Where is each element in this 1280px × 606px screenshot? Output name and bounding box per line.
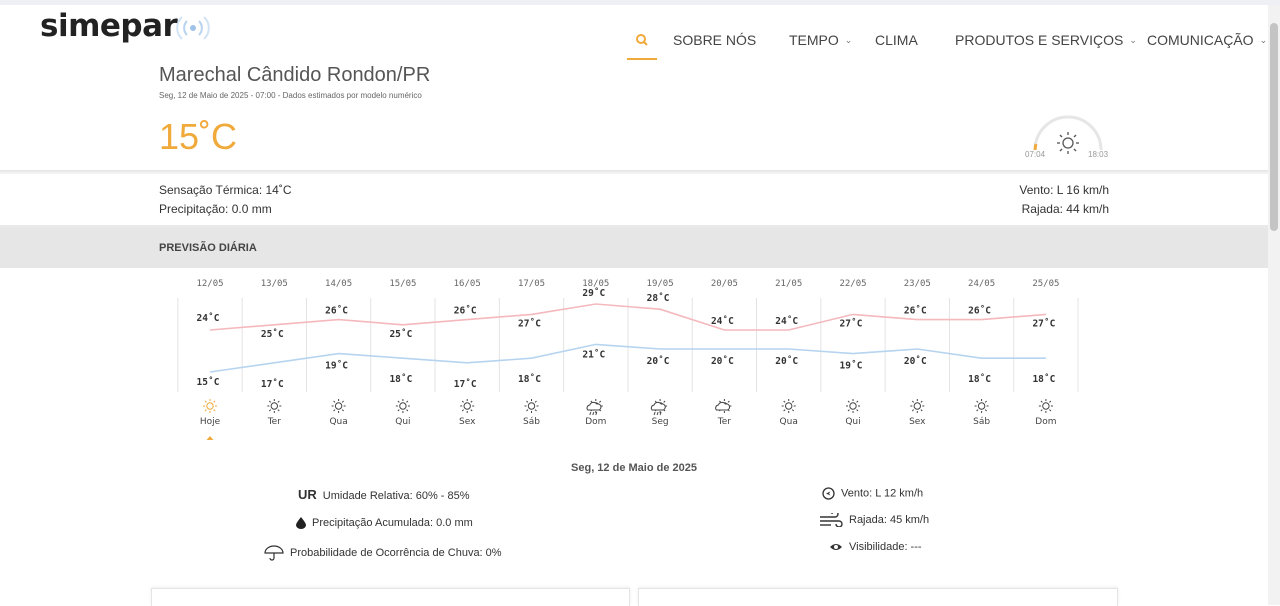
sun-icon	[975, 399, 989, 413]
search-icon	[627, 24, 657, 58]
max-temp-label: 29˚C	[582, 288, 606, 299]
day-name: Sáb	[973, 417, 991, 427]
forecast-title: PREVISÃO DIÁRIA	[159, 242, 257, 254]
day-date: 18/05	[582, 279, 610, 289]
min-temp-label: 20˚C	[646, 356, 670, 367]
min-temp-label: 17˚C	[260, 378, 284, 390]
chevron-down-icon: ⌄	[1129, 35, 1137, 45]
max-temp-label: 26˚C	[903, 305, 927, 317]
day-name: Qui	[845, 417, 861, 427]
nav-tempo[interactable]: TEMPO ⌄	[789, 32, 853, 48]
min-temp-label: 20˚C	[903, 356, 927, 367]
sun-icon	[203, 399, 217, 413]
min-temp-label: 17˚C	[453, 378, 477, 390]
min-temp-label: 18˚C	[389, 374, 413, 386]
accum-precip-text: Precipitação Acumulada: 0.0 mm	[312, 517, 473, 529]
partly-cloudy-icon	[716, 399, 732, 413]
day-date: 21/05	[775, 279, 803, 289]
max-temp-label: 28˚C	[646, 293, 670, 305]
nav-sobre-nos[interactable]: SOBRE NÓS	[673, 32, 757, 48]
min-temp-label: 21˚C	[582, 349, 606, 361]
umbrella-icon	[264, 545, 284, 561]
min-temp-label: 19˚C	[325, 360, 349, 372]
min-temp-label: 15˚C	[196, 377, 220, 388]
sun-icon	[1057, 132, 1079, 154]
day-name: Dom	[585, 417, 607, 427]
max-temp-label: 25˚C	[260, 328, 284, 340]
max-temp-label: 27˚C	[839, 318, 863, 330]
eye-icon	[829, 542, 843, 552]
day-name: Qua	[779, 417, 798, 427]
scrollbar[interactable]	[1268, 5, 1280, 605]
sun-cloud-rain-icon	[587, 399, 603, 415]
sunset-time: 18:03	[1088, 150, 1109, 159]
radar-waves-icon	[176, 12, 210, 44]
current-subtitle: Seg, 12 de Maio de 2025 - 07:00 - Dados estimados por modelo numérico	[159, 91, 422, 100]
accum-precip-row	[296, 517, 473, 529]
day-name: Qui	[395, 417, 411, 427]
info-card-left	[151, 588, 630, 606]
visibility-text: Visibilidade: ---	[849, 541, 922, 553]
raindrop-icon	[296, 517, 306, 529]
nav-produtos-servicos[interactable]: PRODUTOS E SERVIÇOS ⌄	[955, 32, 1137, 48]
min-temp-label: 18˚C	[968, 374, 992, 386]
precipitation: Precipitação: 0.0 mm	[159, 202, 272, 216]
max-temp-label: 24˚C	[775, 316, 799, 327]
sun-icon	[782, 399, 796, 413]
day-name: Sex	[909, 417, 926, 427]
feels-like: Sensação Térmica: 14˚C	[159, 183, 292, 197]
min-temp-label: 18˚C	[1032, 374, 1056, 386]
wind-speed: Vento: L 16 km/h	[1019, 183, 1109, 197]
detail-date: Seg, 12 de Maio de 2025	[571, 462, 697, 474]
wind-gust-icon	[819, 513, 843, 527]
rain-prob-text: Probabilidade de Ocorrência de Chuva: 0%	[290, 546, 502, 559]
simepar-logo[interactable]: simepar	[40, 8, 178, 44]
max-temp-label: 27˚C	[1032, 318, 1056, 330]
day-name: Seg	[651, 417, 669, 427]
day-name: Dom	[1035, 417, 1057, 427]
sun-icon	[846, 399, 860, 413]
sun-icon	[910, 399, 924, 413]
search-button[interactable]	[627, 24, 657, 60]
sun-icon	[396, 399, 410, 413]
day-date: 25/05	[1032, 279, 1060, 289]
day-name: Sáb	[523, 417, 540, 427]
city-name: Marechal Cândido Rondon/PR	[159, 64, 431, 86]
max-temp-label: 27˚C	[518, 318, 541, 330]
day-date: 12/05	[196, 279, 224, 289]
day-date: 15/05	[389, 279, 417, 289]
max-temp-label: 26˚C	[968, 305, 992, 317]
detail-wind-text: Vento: L 12 km/h	[841, 487, 924, 500]
day-date: 20/05	[710, 279, 738, 289]
nav-clima[interactable]: CLIMA	[875, 32, 918, 48]
day-date: 16/05	[453, 279, 481, 289]
sun-icon	[525, 399, 539, 413]
chevron-down-icon: ⌄	[844, 35, 853, 45]
divider	[0, 170, 1280, 174]
max-temp-label: 24˚C	[710, 316, 734, 327]
max-temp-label: 24˚C	[196, 313, 220, 324]
top-border	[0, 0, 1280, 5]
day-name: Sex	[458, 417, 476, 427]
wind-gust: Rajada: 44 km/h	[1021, 202, 1109, 216]
day-date: 22/05	[839, 279, 867, 289]
nav-comunicacao[interactable]: COMUNICAÇÃO ⌄	[1147, 32, 1268, 48]
day-date: 19/05	[646, 279, 674, 289]
sun-icon	[332, 399, 346, 413]
day-name: Hoje	[199, 417, 221, 427]
info-card-right	[638, 588, 1118, 606]
humidity-text: Umidade Relativa: 60% - 85%	[322, 490, 470, 502]
sunrise-time: 07:04	[1025, 150, 1046, 159]
day-name: Ter	[717, 417, 732, 427]
day-date: 17/05	[517, 279, 546, 289]
day-name: Qua	[329, 417, 348, 427]
min-temp-label: 18˚C	[518, 374, 541, 386]
detail-wind-row	[822, 487, 923, 500]
max-temp-label: 26˚C	[453, 305, 477, 317]
compass-icon	[822, 487, 835, 500]
rain-prob-row	[264, 545, 502, 561]
sun-cloud-rain-icon	[651, 399, 667, 415]
sun-icon	[460, 399, 474, 413]
day-date: 23/05	[903, 279, 931, 289]
humidity-abbr: UR	[298, 487, 317, 502]
detail-gust-row	[819, 513, 929, 527]
sun-icon	[1039, 399, 1053, 413]
max-temp-label: 26˚C	[325, 305, 349, 317]
detail-gust-text: Rajada: 45 km/h	[849, 513, 930, 526]
sun-icon	[267, 399, 281, 413]
day-date: 24/05	[968, 279, 996, 289]
daily-forecast-chart	[0, 270, 1280, 440]
min-temp-label: 20˚C	[710, 356, 734, 367]
min-temp-label: 19˚C	[839, 360, 863, 372]
visibility-row	[829, 541, 922, 553]
day-date: 13/05	[260, 279, 288, 289]
day-date: 14/05	[325, 279, 353, 289]
min-temp-label: 20˚C	[775, 356, 799, 367]
chevron-down-icon: ⌄	[1259, 35, 1268, 45]
max-temp-label: 25˚C	[389, 328, 413, 340]
selected-day-indicator	[204, 436, 216, 440]
current-temperature: 15˚C	[159, 116, 238, 157]
scrollbar-thumb[interactable]	[1270, 23, 1278, 231]
day-name: Ter	[267, 417, 281, 427]
humidity-row	[298, 487, 470, 502]
